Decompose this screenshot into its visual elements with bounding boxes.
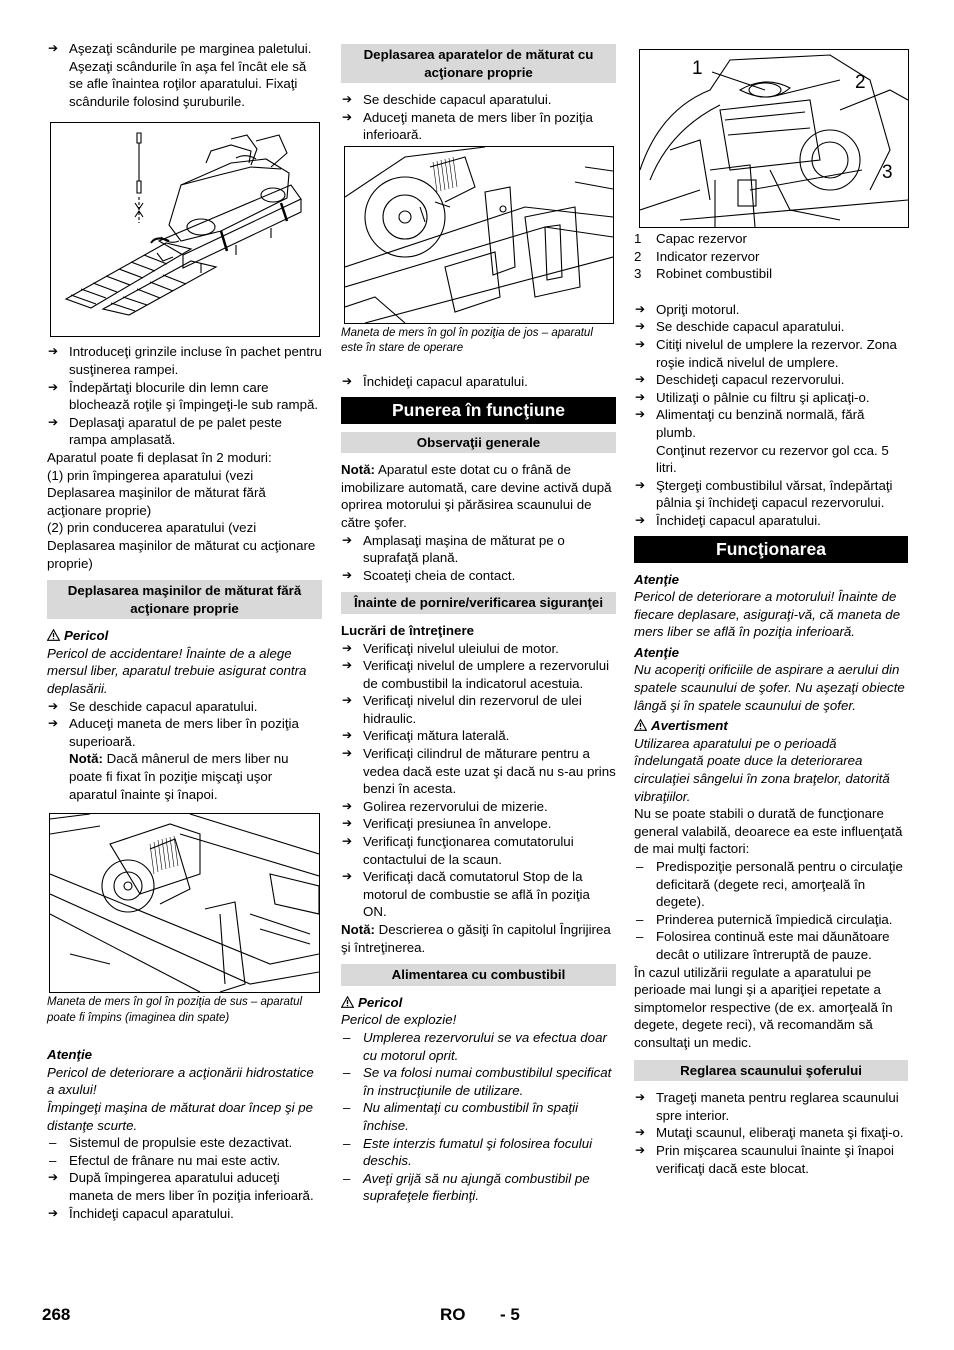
instruction-step: ➔ Mutaţi scaunul, eliberaţi maneta şi fixaţi-o.: [634, 1124, 908, 1142]
chapter-heading: Funcţionarea: [634, 536, 908, 563]
instruction-step: ➔ Introduceţi grinzile incluse în pachet pentru susţinerea rampei.: [47, 343, 322, 378]
warning-triangle-icon: [341, 996, 354, 1008]
dash-item: – Prinderea puternică împiedică circulaţia.: [634, 911, 908, 929]
legend-text: Robinet combustibil: [656, 266, 773, 282]
warning-title-text: Pericol: [358, 994, 403, 1010]
instruction-step: ➔ Se deschide capacul aparatului.: [634, 318, 908, 336]
section-heading: Înainte de pornire/verificarea siguranţei: [341, 592, 616, 614]
dash-item: – Efectul de frânare nu mai este activ.: [47, 1152, 322, 1170]
check-item: ➔ Golirea rezervorului de mizerie.: [341, 798, 616, 816]
note: [341, 461, 616, 531]
paragraph: (1) prin împingerea aparatului (vezi Deplasarea maşinilor de măturat fără acţionare proprie): [47, 467, 266, 518]
note-label: Notă:: [69, 751, 103, 767]
figure-caption: Maneta de mers în gol în poziţia de jos – aparatul este în stare de operare: [341, 326, 593, 355]
language-code: RO: [440, 1305, 466, 1324]
warning-text: Utilizarea aparatului pe o perioadă îndelungată poate duce la deteriorarea circulaţiei sângelui în zona braţelor, datorită vibraţiilor.: [634, 735, 890, 804]
instruction-step: ➔ Închideţi capacul aparatului.: [341, 373, 616, 391]
warning-text: Pericol de accidentare! Înainte de a alege mersul liber, aparatul trebuie asigurat contra deplasării.: [47, 645, 307, 697]
dash-item: – Folosirea continuă este mai dăunătoare decât o utilizare întreruptă de pauze.: [634, 928, 908, 963]
figure-caption: Maneta de mers în gol în poziţia de sus – aparatul poate fi împins (imaginea din spate): [47, 996, 303, 1024]
check-item: ➔ Verificaţi presiunea în anvelope.: [341, 815, 616, 833]
instruction-step: ➔ Opriţi motorul.: [634, 301, 908, 319]
attention-title: Atenţie: [634, 571, 680, 587]
note: [47, 750, 322, 803]
check-item: ➔ Verificaţi nivelul uleiului de motor.: [341, 640, 616, 658]
instruction-step: ➔ Aduceţi maneta de mers liber în poziţia inferioară.: [341, 109, 616, 144]
column-right: [634, 40, 908, 1177]
legend-item: [634, 248, 908, 266]
legend-number: 3: [634, 266, 642, 282]
subheading: Lucrări de întreţinere: [341, 622, 475, 638]
instruction-step: ➔ Deplasaţi aparatul de pe palet peste rampa amplasată.: [47, 414, 322, 449]
warning-title: [47, 627, 322, 645]
warning-triangle-icon: [634, 719, 647, 731]
instruction-step: ➔ Închideţi capacul aparatului.: [634, 512, 908, 530]
figure-lever-upper: [49, 813, 320, 993]
dash-item: – Este interzis fumatul şi folosirea focului deschis.: [341, 1135, 616, 1170]
note-label: Notă:: [341, 922, 375, 937]
dash-item: – Nu alimentaţi cu combustibil în spaţii închise.: [341, 1099, 616, 1134]
legend-text: Capac rezervor: [656, 231, 747, 246]
dash-item: – Aveţi grijă să nu ajungă combustibil pe suprafeţele fierbinţi.: [341, 1170, 616, 1205]
dash-item: – Predispoziţie personală pentru o circulaţie deficitară (degete reci, amorţeală în degete).: [634, 858, 908, 911]
column-left: [47, 40, 322, 1222]
instruction-step: ➔ Prin mişcarea scaunului înainte şi înapoi verificaţi dacă este blocat.: [634, 1142, 908, 1177]
attention-title: Atenţie: [634, 644, 680, 660]
instruction-step: ➔ Se deschide capacul aparatului.: [341, 91, 616, 109]
legend-item: [634, 230, 908, 248]
instruction-step: ➔ Citiţi nivelul de umplere la rezervor. Zona roşie indică nivelul de umplere.: [634, 336, 908, 371]
check-item: ➔ Verificaţi dacă comutatorul Stop de la motorul de combustie se află în poziţia ON.: [341, 868, 616, 921]
figure-pallet-ramp: [50, 122, 320, 337]
section-heading: Alimentarea cu combustibil: [341, 964, 616, 986]
warning-triangle-icon: [47, 629, 60, 641]
paragraph: Nu se poate stabili o durată de funcţionare general valabilă, deoarece ea este influenţată de mai mulţi factori:: [634, 806, 903, 857]
attention-text: Pericol de deteriorare a acţionării hidrostatice a axului!: [47, 1064, 314, 1098]
legend-text: Indicator rezervor: [656, 248, 760, 264]
callout-2: 2: [855, 72, 866, 93]
section-heading: Observaţii generale: [341, 432, 616, 454]
attention-text: Nu acoperiţi orificiile de aspirare a aerului din spatele scaunului de şofer. Nu aşezaţi obiecte lângă şi în spatele scaunului de şofer.: [634, 662, 905, 713]
section-page-number: - 5: [500, 1305, 520, 1324]
note: [341, 921, 616, 956]
warning-text: Pericol de explozie!: [341, 1012, 457, 1028]
warning-title-text: Pericol: [64, 628, 109, 644]
check-item: ➔ Verificaţi nivelul din rezervorul de ulei hidraulic.: [341, 692, 616, 727]
section-heading: Reglarea scaunului şoferului: [634, 1060, 908, 1082]
check-item: ➔ Verificaţi nivelul de umplere a rezervorului de combustibil la indicatorul acestuia.: [341, 657, 616, 692]
paragraph: Conţinut rezervor cu rezervor gol cca. 5 litri.: [656, 442, 889, 476]
chapter-heading: Punerea în funcţiune: [341, 397, 616, 424]
instruction-step: ➔ Trageţi maneta pentru reglarea scaunului spre interior.: [634, 1089, 908, 1124]
freewheel-lever-lower-illustration: [345, 147, 613, 323]
instruction-step: ➔ Deschideţi capacul rezervorului.: [634, 371, 908, 389]
instruction-step: ➔ Alimentaţi cu benzină normală, fără plumb.: [634, 406, 908, 441]
paragraph: Aparatul poate fi deplasat în 2 moduri:: [47, 449, 272, 465]
figure-lever-lower: [344, 146, 614, 324]
attention-text: Pericol de deteriorare a motorului! Înainte de fiecare deplasare, asiguraţi-vă, că maneta de mers liber se află în poziţia inferioară.: [634, 589, 901, 640]
attention-title: Atenţie: [47, 1047, 93, 1063]
check-item: ➔ Verificaţi cilindrul de măturare pentru a vedea dacă este uzat şi dacă nu s-au prins benzi în acesta.: [341, 745, 616, 798]
column-middle: [341, 40, 616, 1205]
sweeper-on-pallet-illustration: [51, 123, 319, 336]
instruction-step: ➔ Se deschide capacul aparatului.: [47, 698, 322, 716]
dash-item: – Sistemul de propulsie este dezactivat.: [47, 1134, 322, 1152]
warning-title-text: Avertisment: [651, 718, 728, 734]
legend-number: 2: [634, 248, 642, 264]
check-item: ➔ Verificaţi funcţionarea comutatorului contactului de la scaun.: [341, 833, 616, 868]
dash-item: – Se va folosi numai combustibilul specificat în instrucţiunile de utilizare.: [341, 1064, 616, 1099]
note-text: Descrierea o găsiţi în capitolul Îngrijirea şi întreţinerea.: [341, 922, 611, 955]
instruction-step: ➔ După împingerea aparatului aduceţi maneta de mers liber în poziţia inferioară.: [47, 1169, 322, 1204]
note-text: Dacă mânerul de mers liber nu poate fi fixat în poziţie mişcaţi uşor aparatul înainte şi înapoi.: [69, 751, 289, 802]
note-label: Notă:: [341, 462, 375, 478]
freewheel-lever-upper-illustration: [50, 814, 319, 992]
instruction-step: ➔ Scoateţi cheia de contact.: [341, 567, 616, 585]
section-heading: Deplasarea maşinilor de măturat fără acţionare proprie: [47, 580, 322, 619]
callout-1: 1: [692, 58, 703, 79]
dash-item: – Umplerea rezervorului se va efectua doar cu motorul oprit.: [341, 1029, 616, 1064]
section-heading: Deplasarea aparatelor de măturat cu acţionare proprie: [341, 44, 616, 83]
callout-3: 3: [882, 162, 893, 183]
check-item: ➔ Verificaţi mătura laterală.: [341, 727, 616, 745]
note-text: Aparatul este dotat cu o frână de imobilizare automată, care devine activă după oprirea motorului şi părăsirea scaunului de către şofer.: [341, 462, 612, 530]
paragraph: (2) prin conducerea aparatului (vezi Deplasarea maşinilor de măturat cu acţionare proprie): [47, 520, 316, 571]
legend-number: 1: [634, 231, 642, 246]
page-number: 268: [42, 1305, 71, 1324]
engine-fuel-tank-illustration: [640, 50, 908, 227]
instruction-step: ➔ Ştergeţi combustibilul vărsat, îndepărtaţi pâlnia şi închideţi capacul rezervorului.: [634, 477, 908, 512]
warning-title: [341, 994, 616, 1012]
instruction-step: ➔ Îndepărtaţi blocurile din lemn care blochează roţile şi împingeţi-le sub rampă.: [47, 379, 322, 414]
paragraph: În cazul utilizării regulate a aparatului pe perioade mai lungi şi a apariţiei repetate a simptomelor respective (de ex. amorţeală în degete, degete reci), vă recomandăm să consultaţi un medic.: [634, 964, 893, 1050]
instruction-step: ➔ Închideţi capacul aparatului.: [47, 1205, 322, 1223]
instruction-step: ➔ Aduceţi maneta de mers liber în poziţia superioară.: [47, 715, 322, 750]
instruction-step: ➔ Aşezaţi scândurile pe marginea paletului. Aşezaţi scândurile în aşa fel încât ele să se afle înaintea roţilor aparatului. Fixaţi scândurile folosind şuruburile.: [47, 40, 322, 110]
figure-fuel-tank: [639, 49, 909, 228]
instruction-step: ➔ Amplasaţi maşina de măturat pe o suprafaţă plană.: [341, 532, 616, 567]
warning-title: [634, 717, 908, 735]
instruction-step: ➔ Utilizaţi o pâlnie cu filtru şi aplicaţi-o.: [634, 389, 908, 407]
legend-item: [634, 265, 908, 283]
attention-text: Împingeţi maşina de măturat doar încep şi pe distanţe scurte.: [47, 1100, 314, 1133]
